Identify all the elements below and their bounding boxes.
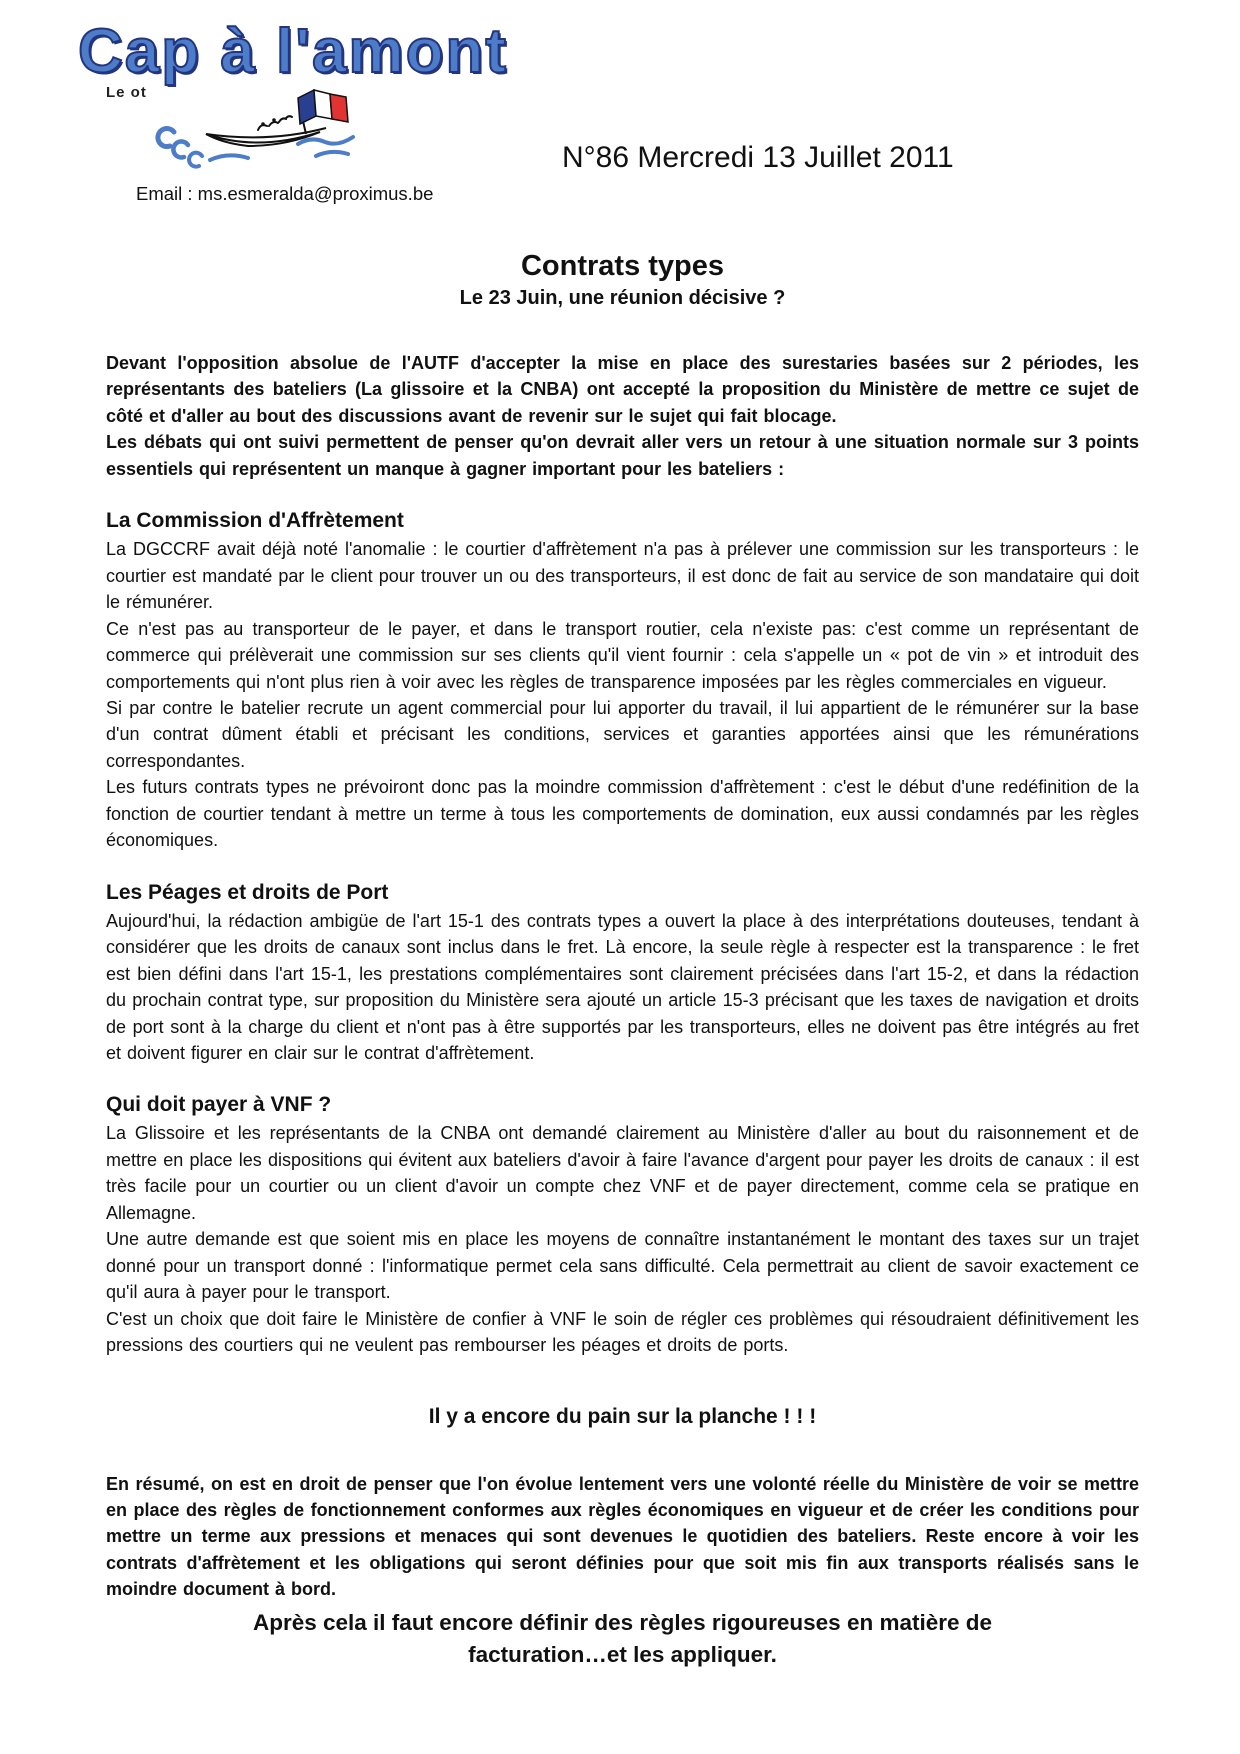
section-paragraph: Si par contre le batelier recrute un agent commercial pour lui apporter du travail, il lui appartient de le rémunérer sur la base d'un contrat dûment établi et précisant les conditions, services et garanties apportées ainsi que les rémunérations correspondantes. [106,697,1139,771]
contact-email: Email : ms.esmeralda@proximus.be [136,183,434,204]
section-heading-commission: La Commission d'Affrètement [106,509,404,533]
logo-ghost-text: Le ot [106,84,147,101]
newsletter-logo-title: Cap à l'amont [78,17,509,86]
summary-paragraph: En résumé, on est en droit de penser que l'on évolue lentement vers une volonté réelle du Ministère de voir se mettre en place des règles de fonctionnement conformes aux règles économiques en vigueur et de créer les conditions pour mettre un terme aux pressions et menaces qui sont devenues le quotidien des bateliers. Reste encore à voir les contrats d'affrètement et les obligations qui seront définies pour que soit mis fin aux transports réalisés sans le moindre document à bord. [106,1473,1139,1600]
section-paragraph: Une autre demande est que soient mis en place les moyens de connaître instantanément le montant des taxes sur un trajet donné pour un transport donné : l'informatique permet cela sans difficulté. Cela permettrait au client de savoir exactement ce qu'il aura à payer pour le transport. [106,1229,1139,1303]
issue-number-date: N°86 Mercredi 13 Juillet 2011 [562,141,954,174]
intro-paragraph: Les débats qui ont suivi permettent de penser qu'on devrait aller vers un retour à une situation normale sur 3 points essentiels qui représentent un manque à gagner important pour les bateliers : [106,432,1139,479]
newsletter-body [0,250,1240,1672]
section-paragraph: La Glissoire et les représentants de la CNBA ont demandé clairement au Ministère d'aller au bout du raisonnement et de mettre en place les dispositions qui évitent aux bateliers d'avoir à faire l'avance d'argent pour payer les droits de canaux : il est très facile pour un courtier ou un client d'avoir un compte chez VNF et de payer directement, comme cela se pratique en Allemagne. [106,1123,1139,1223]
section-paragraph: Aujourd'hui, la rédaction ambigüe de l'art 15-1 des contrats types a ouvert la place à des interprétations douteuses, tendant à considérer que les droits de canaux sont inclus dans le fret. Là encore, la seule règle à respecter est la transparence : le fret est bien défini dans l'art 15-1, les prestations complémentaires sont clairement précisées dans l'art 15-2, et dans la rédaction du prochain contrat type, sur proposition du Ministère sera ajouté un article 15-3 précisant que les taxes de navigation et droits de port sont à la charge du client et n'ont pas à être supportés par les transporteurs, elles ne doivent pas être intégrés au fret et doivent figurer en clair sur le contrat d'affrètement. [106,910,1139,1063]
section-paragraph: Ce n'est pas au transporteur de le payer, et dans le transport routier, cela n'existe pas: c'est comme un représentant de commerce qui prélèverait une commission sur ses clients qu'il vient fournir : cela s'appelle un « pot de vin » et introduit des comportements qui n'ont plus rien à voir avec les règles de transparence imposées par les règles commerciales en vigueur. [106,618,1139,692]
section-paragraph: C'est un choix que doit faire le Ministère de confier à VNF le soin de régler ces problèmes qui résoudraient définitivement les pressions des courtiers qui ne veulent pas rembourser les péages et droits de ports. [106,1308,1139,1356]
section-heading-peages: Les Péages et droits de Port [106,880,389,904]
newsletter-header [0,0,1240,228]
banner-heading: Il y a encore du pain sur la planche ! ! ! [428,1404,817,1428]
section-heading-vnf: Qui doit payer à VNF ? [106,1093,332,1117]
closing-statement: Après cela il faut encore définir des règles rigoureuses en matière de facturation…et les appliquer. [252,1609,993,1668]
article-title: Contrats types [520,250,725,282]
article-subtitle: Le 23 Juin, une réunion décisive ? [459,287,786,309]
section-paragraph: Les futurs contrats types ne prévoiront donc pas la moindre commission d'affrètement : c'est le début d'une redéfinition de la fonction de courtier tendant à mettre un terme à tous les comportements de domination, eux aussi condamnés par les règles économiques. [106,777,1139,851]
boat-flag-illustration [148,88,368,178]
intro-paragraph: Devant l'opposition absolue de l'AUTF d'accepter la mise en place des surestaries basées sur 2 périodes, les représentants des bateliers (La glissoire et la CNBA) ont accepté la proposition du Ministère de mettre ce sujet de côté et d'aller au bout des discussions avant de revenir sur le sujet qui fait blocage. [106,353,1139,426]
section-paragraph: La DGCCRF avait déjà noté l'anomalie : le courtier d'affrètement n'a pas à prélever une commission sur les transporteurs : le courtier est mandaté par le client pour trouver un ou des transporteurs, il est donc de fait au service de son mandataire qui doit le rémunérer. [106,539,1139,613]
